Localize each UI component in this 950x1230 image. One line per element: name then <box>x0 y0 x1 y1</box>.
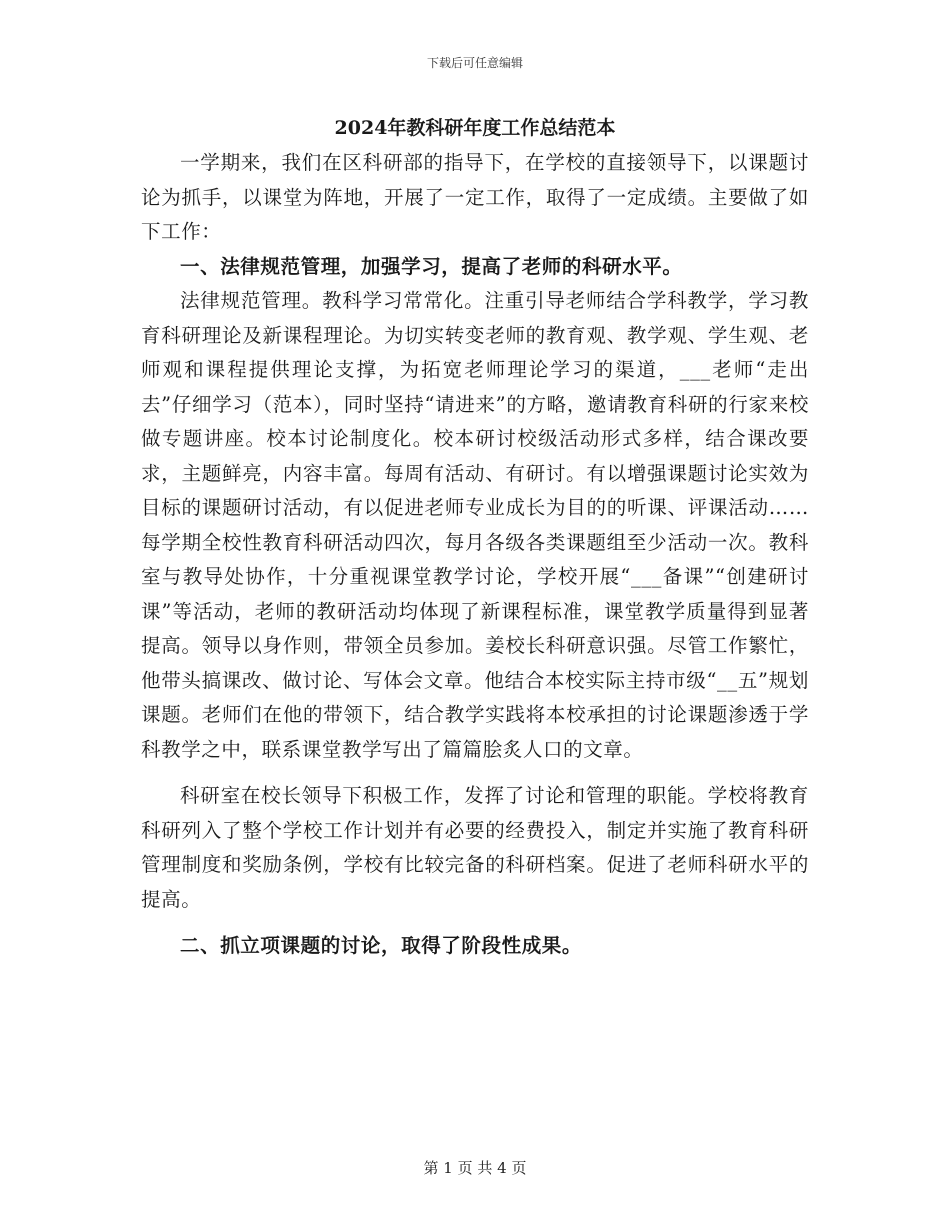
section1-paragraph-2: 科研室在校长领导下积极工作，发挥了讨论和管理的职能。学校将教育科研列入了整个学校工作计划并有必要的经费投入，制定并实施了教育科研管理制度和奖励条例，学校有比较完备的科研档案。促进了老师科研水平的提高。 <box>141 784 809 911</box>
section1-paragraph-1: 法律规范管理。教科学习常常化。注重引导老师结合学科教学，学习教育科研理论及新课程理论。为切实转变老师的教育观、教学观、学生观、老师观和课程提供理论支撑，为拓宽老师理论学习的渠道，___老师“走出去”仔细学习（范本），同时坚持“请进来”的方略，邀请教育科研的行家来校做专题讲座。校本讨论制度化。校本研讨校级活动形式多样，结合课改要求，主题鲜亮，内容丰富。每周有活动、有研讨。有以增强课题讨论实效为目标的课题研讨活动，有以促进老师专业成长为目的的听课、评课活动……每学期全校性教育科研活动四次，每月各级各类课题组至少活动一次。教科室与教导处协作，十分重视课堂教学讨论，学校开展“___备课”“创建研讨课”等活动，老师的教研活动均体现了新课程标准，课堂教学质量得到显著提高。领导以身作则，带领全员参加。姜校长科研意识强。尽管工作繁忙，他带头搞课改、做讨论、写体会文章。他结合本校实际主持市级“__五”规划课题。老师们在他的带领下，结合教学实践将本校承担的讨论课题渗透于学科教学之中，联系课堂教学写出了篇篇脍炙人口的文章。 <box>141 289 809 761</box>
page-footer: 第 1 页 共 4 页 <box>423 1159 527 1177</box>
section2-heading: 二、抓立项课题的讨论，取得了阶段性成果。 <box>180 934 583 957</box>
intro-paragraph: 一学期来，我们在区科研部的指导下，在学校的直接领导下，以课题讨论为抓手，以课堂为阵地，开展了一定工作，取得了一定成绩。主要做了如下工作： <box>141 151 809 243</box>
page-header: 下载后可任意编辑 <box>426 56 523 70</box>
section1-heading: 一、法律规范管理，加强学习，提高了老师的科研水平。 <box>180 254 683 278</box>
document-title: 2024年教科研年度工作总结范本 <box>334 117 616 139</box>
document-body <box>141 113 809 964</box>
